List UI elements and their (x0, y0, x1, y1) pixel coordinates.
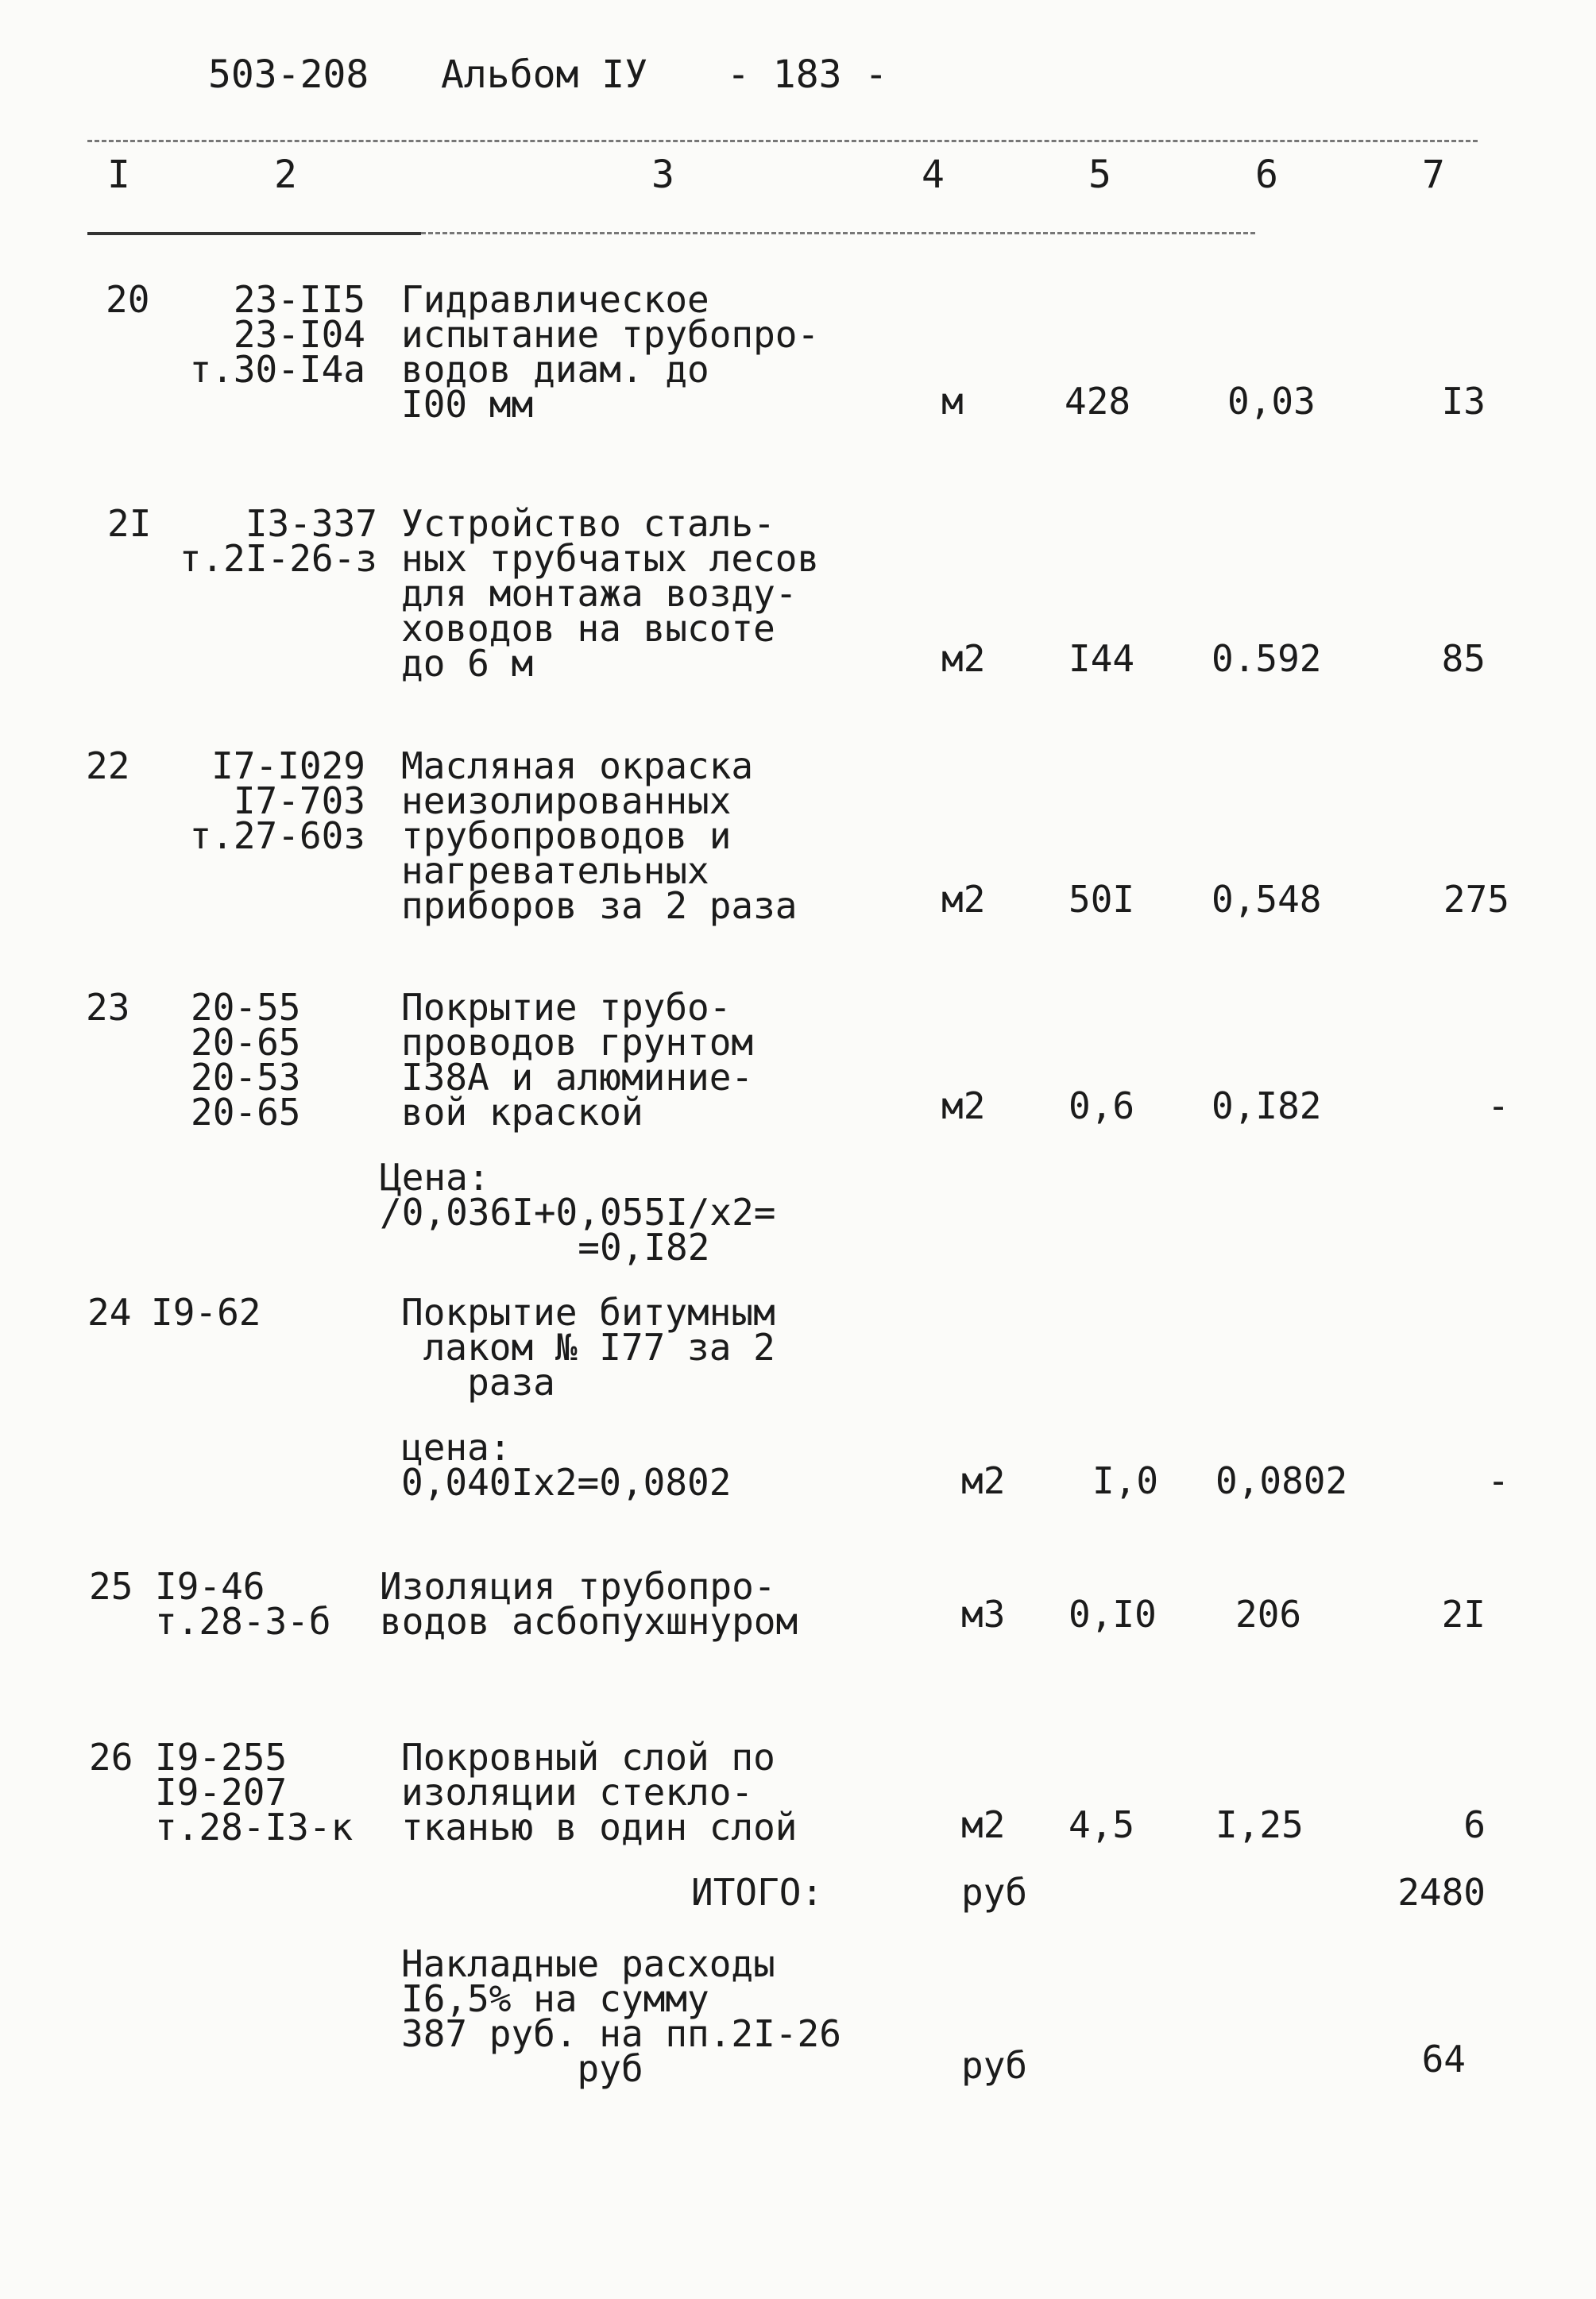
total-label: ИТОГО: (691, 1871, 824, 1914)
row-23-number: 23 (86, 986, 130, 1029)
column-header-2: 2 (274, 153, 297, 197)
row-25-quantity: 0,I0 (1069, 1593, 1157, 1636)
row-23-price: 0,I82 (1211, 1084, 1322, 1127)
overhead-value: 64 (1421, 2038, 1466, 2081)
row-25-description: Изоляция трубопро- водов асбопухшнуром (380, 1565, 798, 1643)
header-rule (87, 232, 421, 235)
row-20-number: 20 (106, 278, 150, 321)
row-24-price: 0,0802 (1215, 1459, 1348, 1502)
row-26-description: Покровный слой по изоляции стекло- тканью в один слой (401, 1736, 798, 1849)
row-26-total: 6 (1463, 1803, 1486, 1846)
document-code: 503-208 (208, 52, 369, 97)
row-25-codes: I9-46 т.28-3-б (155, 1565, 331, 1643)
row-24-number: 24 (87, 1291, 132, 1334)
row-26-price: I,25 (1215, 1803, 1304, 1846)
row-21-description: Устройство сталь- ных трубчатых лесов для монтажа возду- ховодов на высоте до 6 м (401, 502, 820, 685)
row-26-codes: I9-255 I9-207 т.28-I3-к (155, 1736, 354, 1849)
row-25-number: 25 (89, 1565, 133, 1608)
row-22-number: 22 (86, 744, 130, 787)
page-number: - 183 - (727, 52, 888, 97)
row-22-price: 0,548 (1211, 878, 1322, 921)
row-24-unit: м2 (961, 1459, 1006, 1502)
column-header-3: 3 (651, 153, 674, 197)
album-title: Альбом IУ (441, 52, 648, 97)
header-rule-dashed (421, 232, 1255, 234)
row-22-total: 275 (1443, 878, 1509, 921)
column-header-7: 7 (1422, 153, 1445, 197)
row-25-unit: м3 (961, 1593, 1006, 1636)
row-20-quantity: 428 (1065, 380, 1131, 423)
row-21-price: 0.592 (1211, 637, 1322, 680)
column-header-1: I (107, 153, 130, 197)
column-header-4: 4 (922, 153, 945, 197)
row-26-quantity: 4,5 (1069, 1803, 1135, 1846)
overhead-description: Накладные расходы I6,5% на сумму 387 руб. на пп.2I-26 руб (401, 1942, 841, 2090)
total-unit: руб (961, 1871, 1028, 1914)
row-24-total: - (1487, 1459, 1509, 1502)
row-22-quantity: 50I (1069, 878, 1135, 921)
top-rule (87, 140, 1478, 142)
row-21-number: 2I (107, 502, 152, 545)
row-23-codes: 20-55 20-65 20-53 20-65 (191, 986, 301, 1134)
row-26-unit: м2 (961, 1803, 1006, 1846)
row-24-price-note: цена: 0,040Iх2=0,0802 (401, 1426, 732, 1504)
total-value: 2480 (1397, 1871, 1486, 1914)
row-23-price-note: Цена: /0,036I+0,055I/х2= =0,I82 (380, 1156, 776, 1269)
row-24-description: Покрытие битумным лаком № I77 за 2 раза (401, 1291, 775, 1404)
row-22-unit: м2 (941, 878, 986, 921)
row-23-unit: м2 (941, 1084, 986, 1127)
row-21-quantity: I44 (1069, 637, 1135, 680)
row-25-price: 206 (1235, 1593, 1302, 1636)
row-21-unit: м2 (941, 637, 986, 680)
row-22-description: Масляная окраска неизолированных трубопроводов и нагревательных приборов за 2 раза (401, 744, 798, 927)
row-21-total: 85 (1441, 637, 1486, 680)
row-20-description: Гидравлическое испытание трубопро- водов диам. до I00 мм (401, 278, 820, 426)
row-22-codes: I7-I029 I7-703 т.27-60з (189, 744, 365, 857)
row-24-quantity: I,0 (1092, 1459, 1159, 1502)
row-25-total: 2I (1441, 1593, 1486, 1636)
row-20-total: I3 (1441, 380, 1486, 423)
row-23-description: Покрытие трубо- проводов грунтом I38А и алюминие- вой краской (401, 986, 754, 1134)
row-26-number: 26 (89, 1736, 133, 1779)
column-header-6: 6 (1255, 153, 1278, 197)
row-20-codes: 23-II5 23-I04 т.30-I4а (189, 278, 365, 391)
column-header-5: 5 (1088, 153, 1111, 197)
row-20-unit: м (941, 380, 964, 423)
row-23-quantity: 0,6 (1069, 1084, 1135, 1127)
row-21-codes: I3-337 т.2I-26-з (179, 502, 377, 580)
row-20-price: 0,03 (1227, 380, 1316, 423)
overhead-unit: руб (961, 2044, 1028, 2087)
row-23-total: - (1487, 1084, 1509, 1127)
row-24-codes: I9-62 (151, 1291, 261, 1334)
